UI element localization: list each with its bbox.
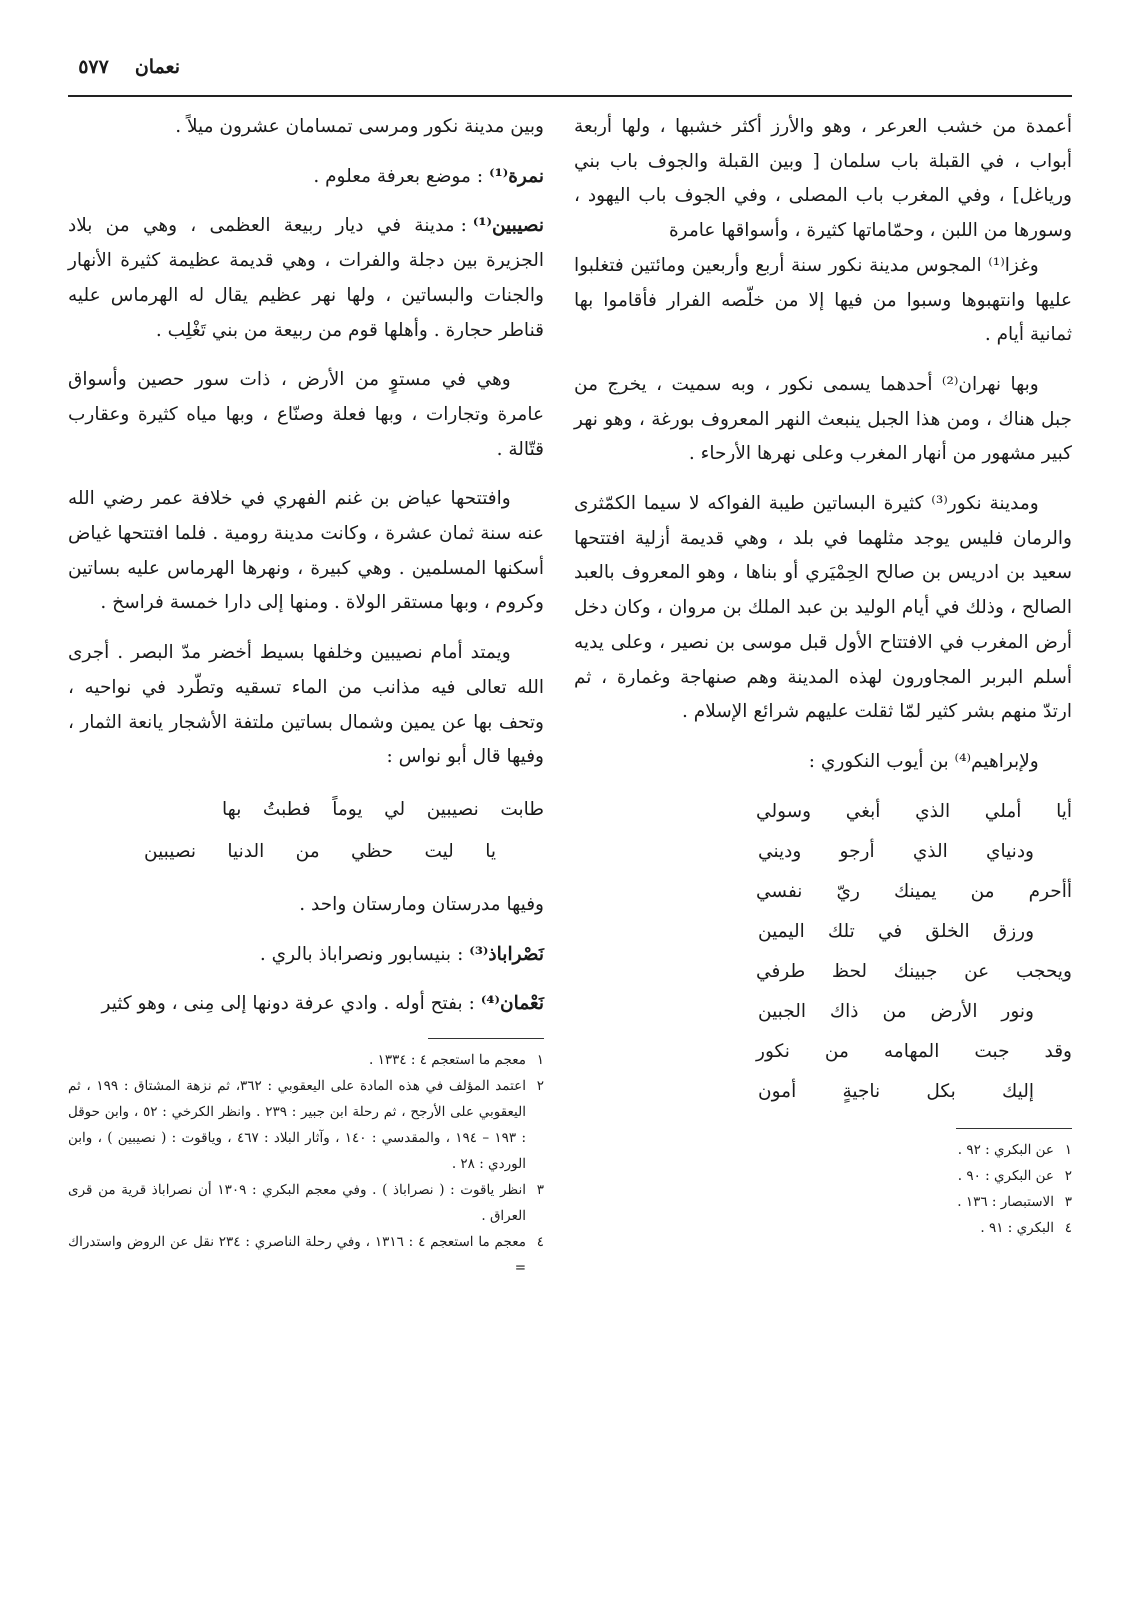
word: حظي — [351, 840, 394, 862]
word: ذاك — [829, 1000, 859, 1022]
word: وسولي — [756, 800, 812, 822]
entry-namra: نمرة⁽¹⁾:موضع بعرفة معلوم . — [313, 165, 544, 187]
paragraph: وافتتحها عياض بن غنم الفهري في خلافة عمر رضي الله عنه سنة ثمان عشرة ، وكانت مدينة رومية . فلما افتتحها غياض أسكنها المسلمين . وهي كبيرة ، ونهرها الهرماس عليه بساتين وكروم ، وبها مستقر الولاة . ومنها إلى دارا خمسة فراسخ . — [68, 488, 544, 614]
word: أأحرم — [1028, 880, 1072, 902]
verse-line — [756, 792, 1072, 832]
word: من — [882, 1000, 907, 1022]
footnote-text: عن البكري : ٩٠ . — [957, 1167, 1054, 1184]
verse-line — [756, 1032, 1072, 1072]
entry-numan: نَعْمان⁽⁴⁾:بفتح أوله . وادي عرفة دونها إلى مِنى ، وهو كثير — [101, 993, 544, 1015]
word: بها — [222, 798, 242, 820]
entry-text: موضع بعرفة معلوم . — [313, 165, 471, 187]
word: إليك — [1002, 1080, 1034, 1102]
word: جبت — [974, 1040, 1010, 1062]
word: الخلق — [925, 920, 970, 942]
verse-line — [758, 992, 1034, 1032]
footnote-text: اعتمد المؤلف في هذه المادة على اليعقوبي : ٣٦٢، ثم نزهة المشتاق : ١٩٩ ، ثم اليعقوبي على الأرجح ، ثم رحلة ابن جبير : ٢٣٩ . وانظر الكرخي : ٥٢ ، وابن حوقل : ١٩٣ – ١٩٤ ، والمقدسي : ١٤٠ ، وآثار البلاد : ٤٦٧ ، وياقوت : ( نصيبين ) ، وابن الوردي : ٢٨ . — [68, 1078, 526, 1173]
paragraph: وفيها مدرستان ومارستان واحد . — [299, 893, 544, 915]
verse-line — [756, 952, 1072, 992]
paragraph: ولإبراهيم⁽⁴⁾ بن أيوب النكوري : — [808, 750, 1039, 772]
word: الأرض — [930, 1000, 978, 1022]
word: لي — [384, 798, 406, 820]
right-column — [574, 110, 1072, 1241]
word: تلك — [827, 920, 855, 942]
footnote-number: ١ — [536, 1052, 544, 1069]
entry-headword: نَعْمان⁽⁴⁾ — [480, 993, 544, 1015]
paragraph: وبين مدينة نكور ومرسى تمسامان عشرون ميلاً . — [175, 116, 544, 137]
word: يوماً — [332, 798, 363, 820]
word: ناجيةٍ — [842, 1080, 881, 1102]
footnote-number: ٤ — [536, 1234, 544, 1251]
header-rule — [68, 95, 1072, 97]
footnotes — [574, 1137, 1072, 1241]
paragraph: وبها نهران⁽²⁾ أحدهما يسمى نكور ، وبه سميت ، يخرج من جبل هناك ، ومن هذا الجبل ينبعث النهر المعروف بورغة ، وهو نهر كبير مشهور من أنهار المغرب وعلى نهرها الأرحاء . — [574, 373, 1072, 465]
word: بكل — [926, 1080, 956, 1102]
footnote — [68, 1229, 544, 1281]
entry-headword: نصيبين⁽¹⁾ — [472, 215, 544, 237]
word: يا — [485, 840, 496, 862]
word: عن — [964, 960, 990, 982]
paragraph: وهي في مستوٍ من الأرض ، ذات سور حصين وأسواق عامرة وتجارات ، وبها فعلة وصنّاع ، وبها مياه كثيرة وعقارب قتّالة . — [68, 369, 544, 460]
footnote — [68, 1073, 544, 1177]
word: الدنيا — [227, 840, 265, 862]
word: أيا — [1056, 800, 1072, 822]
poem — [68, 789, 544, 873]
paragraph: وغزا⁽¹⁾ المجوس مدينة نكور سنة أربع وأربعين ومائتين فتغلبوا عليها وانتهبوها وسبوا من فيها إلا من خلّصه الفرار فأقاموا بها ثمانية أيام . — [574, 254, 1072, 346]
entry-nusaybin: نصيبين⁽¹⁾:مدينة في ديار ربيعة العظمى ، وهي من بلاد الجزيرة بين دجلة والفرات ، وهي قديمة عظيمة كثيرة الأنهار والجنات والبساتين ، ولها نهر عظيم يقال له الهرماس عليه قناطر حجارة . وأهلها قوم من ربيعة من بني تَغْلِب . — [68, 215, 544, 341]
word: ويحجب — [1015, 960, 1072, 982]
word: يمينك — [893, 880, 937, 902]
word: الجبين — [758, 1000, 806, 1022]
word: من — [824, 1040, 849, 1062]
verse-line — [222, 789, 544, 831]
running-header — [60, 56, 180, 78]
word: المهامه — [883, 1040, 940, 1062]
word: ليت — [424, 840, 454, 862]
paragraph: أعمدة من خشب العرعر ، وهو والأرز أكثر خشبها ، ولها أربعة أبواب ، في القبلة باب سلمان [ وبين القبلة والجوف باب بني ورياغل] ، وفي المغرب باب المصلى ، وفي الجوف باب اليهود ، وسورها من اللبن ، وحمّاماتها كثيرة ، وأسواقها عامرة — [574, 116, 1072, 242]
word: الذي — [912, 840, 948, 862]
footnote — [68, 1047, 544, 1073]
footnote-text: معجم ما استعجم ٤ : ١٣١٦ ، وفي رحلة الناصري : ٢٣٤ نقل عن الروض واستدراك = — [68, 1234, 526, 1277]
word: اليمين — [758, 920, 805, 942]
footnote-text: عن البكري : ٩٢ . — [957, 1141, 1054, 1158]
word: وقد — [1044, 1040, 1072, 1062]
paragraph: ويمتد أمام نصيبين وخلفها بسيط أخضر مدّ البصر . أجرى الله تعالى فيه مذانب من الماء تسقيه وتطّرد في نواحيه ، وتحف بها عن يمين وشمال بساتين ملتفة الأشجار يانعة الثمار ، وفيها قال أبو نواس : — [68, 642, 544, 768]
footnote — [68, 1177, 544, 1229]
word: نصيبين — [144, 840, 197, 862]
footnote — [574, 1215, 1072, 1241]
verse-line — [758, 832, 1034, 872]
word: طابت — [500, 798, 544, 820]
word: أبغي — [845, 800, 881, 822]
header-title: نعمان — [134, 56, 180, 78]
footnote-number: ٣ — [536, 1182, 544, 1199]
footnote-rule — [956, 1128, 1072, 1129]
poem — [574, 792, 1072, 1112]
verse-line — [758, 912, 1034, 952]
footnote-rule — [428, 1038, 544, 1039]
footnote-text: البكري : ٩١ . — [980, 1219, 1054, 1236]
word: نصيبين — [426, 798, 479, 820]
verse-line — [144, 831, 496, 873]
word: ودنياي — [985, 840, 1034, 862]
entry-headword: نمرة⁽¹⁾ — [489, 165, 544, 187]
footnote-number: ٣ — [1064, 1193, 1072, 1210]
verse-line — [758, 1072, 1034, 1112]
word: لحظ — [831, 960, 868, 982]
paragraph: ومدينة نكور⁽³⁾ كثيرة البساتين طيبة الفواكه لا سيما الكمّثرى والرمان فليس يوجد مثلهما في بلد ، وهي قديمة أزلية افتتحها سعيد بن ادريس بن صالح الحِمْيَري أو بناها ، وهو المعروف بالعبد الصالح ، وذلك في أيام الوليد بن عبد الملك بن مروان ، وكان دخل أرض المغرب في الافتتاح الأول قبل موسى بن نصير ، وعلى يديه أسلم البربر المجاورون لهذه المدينة وهم صنهاجة وغمارة ، ثم ارتدّ منهم بشر كثير لمّا ثقلت عليهم شرائع الإسلام . — [574, 493, 1072, 723]
word: ريّ — [836, 880, 860, 902]
entry-text: مدينة في ديار ربيعة العظمى ، وهي من بلاد الجزيرة بين دجلة والفرات ، وهي قديمة عظيمة كثيرة الأنهار والجنات والبساتين ، ولها نهر عظيم يقال له الهرماس عليه قناطر حجارة . وأهلها قوم من ربيعة من بني تَغْلِب . — [68, 215, 544, 341]
page-number: ٥٧٧ — [78, 56, 109, 78]
left-column — [68, 110, 544, 1281]
word: ورزق — [992, 920, 1034, 942]
footnote — [574, 1137, 1072, 1163]
word: جبينك — [893, 960, 938, 982]
footnote-number: ٢ — [1064, 1167, 1072, 1184]
word: نفسي — [756, 880, 803, 902]
word: طرفي — [756, 960, 806, 982]
word: فطبتُ — [262, 798, 311, 820]
entry-text: بنيسابور ونصراباذ بالري . — [259, 943, 452, 965]
footnote — [574, 1189, 1072, 1215]
footnote-text: انظر ياقوت : ( نصراباذ ) . وفي معجم البكري : ١٣٠٩ أن نصراباذ قرية من قرى العراق . — [68, 1182, 526, 1225]
word: ونور — [1001, 1000, 1034, 1022]
footnotes — [68, 1047, 544, 1281]
footnote — [574, 1163, 1072, 1189]
footnote-number: ١ — [1064, 1141, 1072, 1158]
footnote-number: ٤ — [1064, 1219, 1072, 1236]
word: وديني — [758, 840, 802, 862]
word: أمون — [758, 1080, 797, 1102]
word: نكور — [756, 1040, 790, 1062]
word: الذي — [915, 800, 951, 822]
entry-nasrabadh: نَصْراباذ⁽³⁾:بنيسابور ونصراباذ بالري . — [259, 943, 544, 965]
word: في — [877, 920, 903, 942]
entry-headword: نَصْراباذ⁽³⁾ — [469, 943, 544, 965]
word: أملي — [984, 800, 1022, 822]
verse-line — [756, 872, 1072, 912]
footnote-text: الاستبصار : ١٣٦ . — [957, 1193, 1054, 1210]
footnote-number: ٢ — [536, 1078, 544, 1095]
word: من — [295, 840, 320, 862]
entry-text: بفتح أوله . وادي عرفة دونها إلى مِنى ، وهو كثير — [101, 993, 463, 1015]
word: أرجو — [839, 840, 875, 862]
word: من — [970, 880, 995, 902]
footnote-text: معجم ما استعجم ٤ : ١٣٣٤ . — [368, 1052, 526, 1069]
